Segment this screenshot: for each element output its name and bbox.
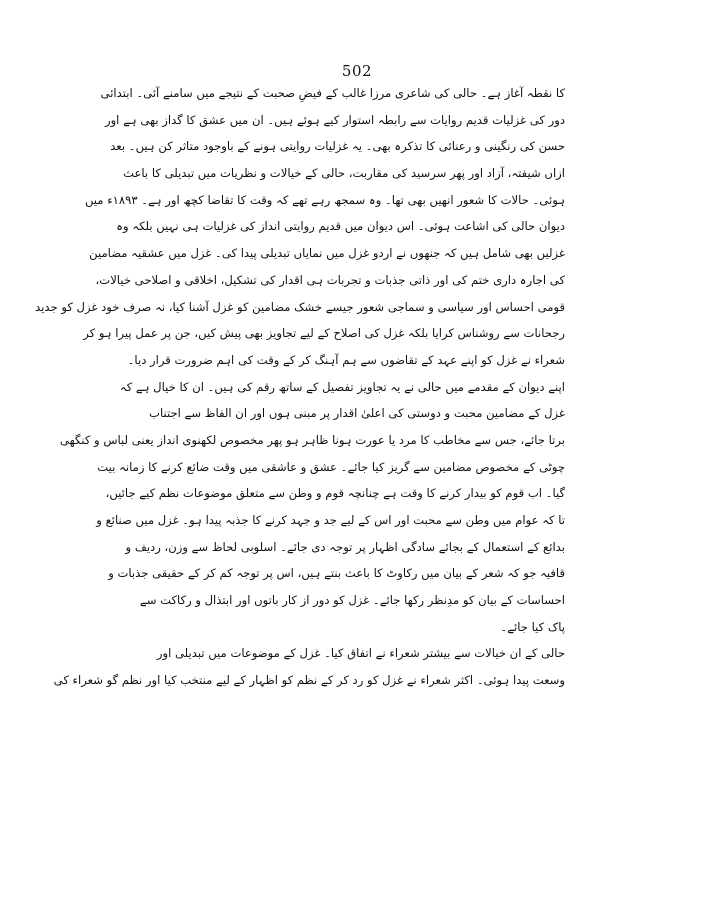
text-line: حسن کی رنگینی و رعنائی کا تذکرہ بھی۔ یہ غزلیات روایتی ہونے کے باوجود متاثر کن ہیں۔ بعد [110,139,565,154]
text-line: برتا جائے، جس سے مخاطب کا مرد یا عورت ہونا ظاہر ہو پھر مخصوص لکھنوی انداز یعنی لباس و کنگھی [59,432,565,447]
text-line: چوٹی کے مخصوص مضامین سے گریز کیا جائے۔ عشق و عاشقی میں وقت ضائع کرنے کا زمانہ بیت [97,459,565,474]
paragraph-3 [53,640,565,693]
paragraph-1 [35,80,565,374]
text-line: ازاں شیفتہ، آزاد اور پھر سرسید کی مقاربت، حالی کے خیالات و نظریات میں تبدیلی کا باعث [123,166,565,181]
page-number: 502 [341,62,373,80]
text-line: رجحانات سے روشناس کرایا بلکہ غزل کی اصلاح کے لیے تجاویز بھی پیش کیں، جن پر عمل پیرا ہو کر [83,326,565,341]
text-line: دیوان حالی کی اشاعت ہوئی۔ اس دیوان میں قدیم روایتی انداز کی غزلیات ہی نہیں بلکہ وہ [116,219,565,234]
text-line: احساسات کے بیان کو مدِنظر رکھا جائے۔ غزل کو دور از کار باتوں اور ابتذال و رکاکت سے [139,593,565,608]
text-line: وسعت پیدا ہوئی۔ اکثر شعراء نے غزل کو رد کر کے نظم کو اظہار کے لیے منتخب کیا اور نظم گو شعراء کی [53,673,565,688]
text-line: کا نقطہ آغاز ہے۔ حالی کی شاعری مرزا غالب کے فیضِ صحبت کے نتیجے میں سامنے آئی۔ ابتدائی [100,86,565,100]
text-line: شعراء نے غزل کو اپنے عہد کے تقاضوں سے ہم آہنگ کر کے وقت کی اہم ضرورت قرار دیا۔ [127,352,565,367]
text-line: تا کہ عوام میں وطن سے محبت اور اس کے لیے جد و جہد کرنے کا جذبہ پیدا ہو۔ غزل میں صنائع و [96,513,565,527]
text-line: غزلیں بھی شامل ہیں کہ جنھوں نے اردو غزل میں نمایاں تبدیلی پیدا کی۔ غزل میں عشقیہ مضامین [89,246,565,261]
text-line: کی اجارہ داری ختم کی اور ذاتی جذبات و تجربات ہی اقدار کی تشکیل، اخلاقی و اصلاحی خیالات، [95,272,565,287]
text-line: بدائع کے استعمال کے بجائے سادگی اظہار پر توجہ دی جائے۔ اسلوبی لحاظ سے وزن، ردیف و [125,539,565,554]
text-line: دور کی غزلیات قدیم روایات سے رابطہ استوار کیے ہوئے ہیں۔ ان میں عشق کا گداز بھی ہے اور [104,112,565,127]
text-line: پاک کیا جائے۔ [500,619,565,634]
text-line: گیا۔ اب قوم کو بیدار کرنے کا وقت ہے چنانچہ قوم و وطن سے متعلق موضوعات نظم کیے جائیں، [105,486,565,501]
text-line: قومی احساس اور سیاسی و سماجی شعور جیسے خشک مضامین کو غزل آشنا کیا، نہ صرف خود غزل کو جدید [35,299,565,314]
text-line: قافیہ جو کہ شعر کے بیان میں رکاوٹ کا باعث بنتے ہیں، اس پر توجہ کم کر کے حقیقی جذبات و [108,566,565,581]
text-line: غزل کے مضامین محبت و دوستی کی اعلیٰ اقدار پر مبنی ہوں اور ان الفاظ سے اجتناب [149,406,565,421]
paragraph-2 [59,374,565,641]
body-text [35,80,565,694]
text-line: حالی کے ان خیالات سے بیشتر شعراء نے اتفاق کیا۔ غزل کے موضوعات میں تبدیلی اور [156,646,565,661]
text-line: اپنے دیوان کے مقدمے میں حالی نے یہ تجاویز تفصیل کے ساتھ رقم کی ہیں۔ ان کا خیال ہے کہ [119,379,565,394]
text-line: ہوئی۔ حالات کا شعور انھیں بھی تھا۔ وہ سمجھ رہے تھے کہ وقت کا تقاضا کچھ اور ہے۔ ۱۸۹۳ء میں [84,192,565,207]
